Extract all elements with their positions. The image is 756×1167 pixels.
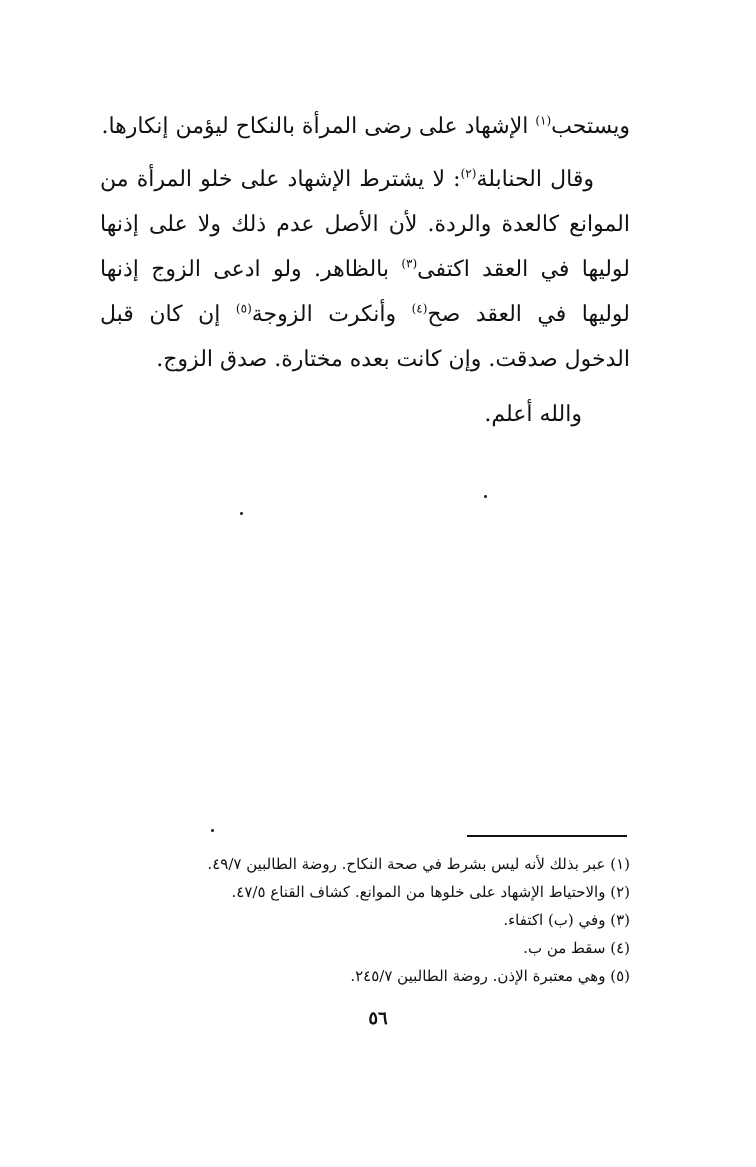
footnote-marker-5: (٥) (235, 301, 252, 316)
footnote-3: (٣) وفي (ب) اكتفاء. (503, 911, 630, 929)
footnote-marker-1: (١) (535, 113, 552, 128)
paragraph-2-part-3: بالظاهر. ولو ادعى الزوج إذنها لوليها في العقد صح (100, 257, 630, 327)
stray-dot (240, 512, 243, 515)
paragraph-2-part-1: وقال الحنابلة (476, 167, 594, 192)
footnotes-list (200, 850, 630, 990)
paragraph-2 (100, 157, 630, 382)
paragraph-1 (100, 104, 630, 149)
paragraph-2-part-4: وأنكرت الزوجة (251, 302, 412, 327)
paragraph-1-part-2: الإشهاد على رضى المرأة بالنكاح ليؤمن إنكارها. (101, 114, 536, 139)
paragraph-1-part-1: ويستحب (551, 114, 630, 139)
footnote-5: (٥) وهي معتبرة الإذن. روضة الطالبين ٢٤٥/٧. (350, 967, 630, 985)
footnote-2: (٢) والاحتياط الإشهاد على خلوها من الموانع. كشاف القناع ٤٧/٥. (231, 883, 630, 901)
footnote-marker-2: (٢) (460, 166, 477, 181)
footnote-4: (٤) سقط من ب. (523, 939, 630, 957)
footnote-marker-3: (٣) (401, 256, 418, 271)
page-number: ٥٦ (368, 1008, 388, 1029)
main-text (100, 104, 630, 437)
stray-dot (484, 495, 487, 498)
paragraph-2-part-5: إن كان قبل الدخول صدقت. وإن كانت بعده مختارة. صدق الزوج. (100, 302, 630, 372)
footnote-separator (467, 835, 627, 837)
closing-phrase: والله أعلم. (484, 402, 582, 427)
stray-dot (211, 829, 214, 832)
paragraph-2-part-2: : لا يشترط الإشهاد على خلو المرأة من الموانع كالعدة والردة. لأن الأصل عدم ذلك ولا على إذنها لوليها في العقد اكتفى (100, 167, 630, 282)
footnote-1: (١) عبر بذلك لأنه ليس بشرط في صحة النكاح. روضة الطالبين ٤٩/٧. (207, 855, 630, 873)
footnote-marker-4: (٤) (411, 301, 428, 316)
